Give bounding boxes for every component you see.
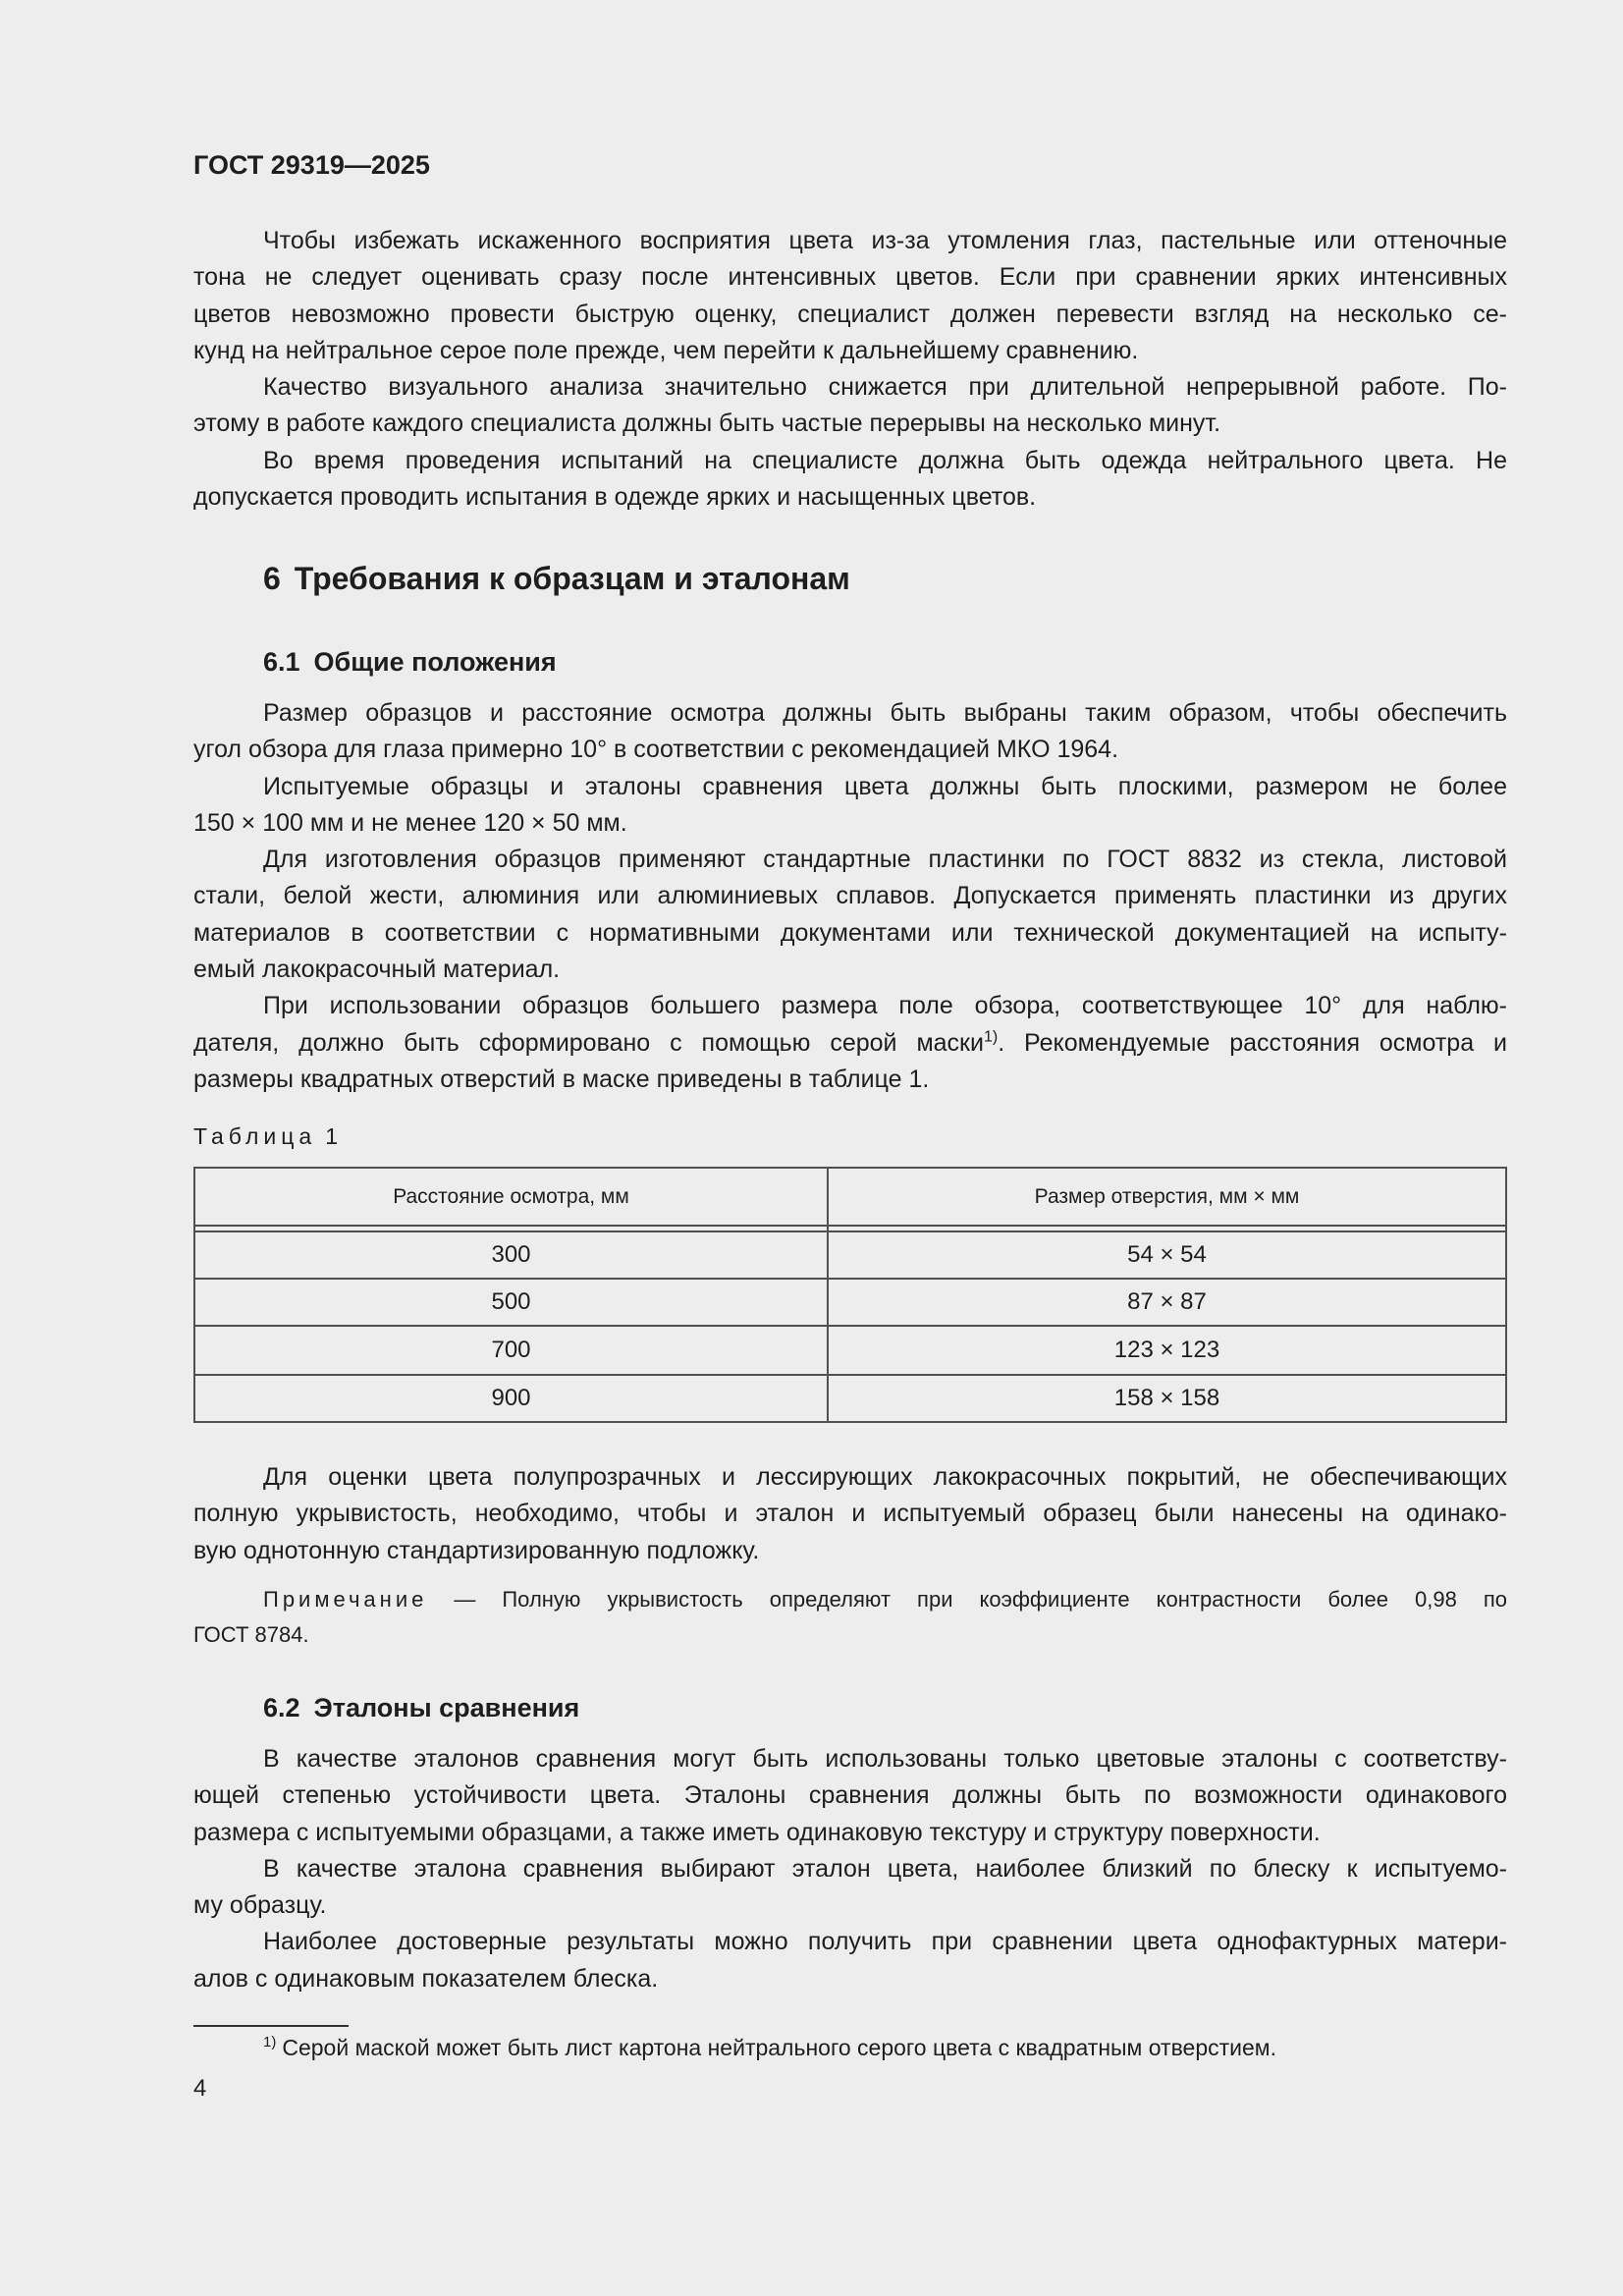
table-row: [195, 1232, 1505, 1280]
table-row: [195, 1376, 1505, 1421]
paragraph-line: В качестве эталона сравнения выбирают эталон цвета, наиболее близкий по блеску к испытуемо-: [263, 1854, 1507, 1883]
section-number: 6: [263, 561, 281, 596]
note-line: [263, 1582, 1507, 1617]
paragraph: [193, 1851, 1507, 1925]
paragraph-line: емый лакокрасочный материал.: [193, 956, 561, 984]
paragraph-line: кунд на нейтральное серое поле прежде, чем перейти к дальнейшему сравнению.: [193, 336, 1139, 364]
section-body: [193, 1741, 1507, 1997]
line-text: . Рекомендуемые расстояния осмотра и: [998, 1028, 1507, 1057]
footnote-mark: 1): [263, 2034, 277, 2051]
paragraph: [193, 223, 1507, 369]
note-label: Примечание: [263, 1587, 428, 1612]
paragraph: [193, 369, 1507, 443]
note-line: ГОСТ 8784.: [193, 1622, 309, 1647]
subsection-number: 6.1: [263, 647, 300, 677]
paragraph-line: полную укрывистость, необходимо, чтобы и эталон и испытуемый образец были нанесены на одинако-: [193, 1500, 1507, 1528]
paragraph-line: вую однотонную стандартизированную подложку.: [193, 1536, 760, 1564]
paragraph: [193, 695, 1507, 769]
table-cell: 500: [491, 1288, 531, 1315]
table-caption-label: Таблица: [193, 1123, 317, 1149]
paragraph: [193, 1741, 1507, 1851]
table-header-row: [195, 1169, 1505, 1227]
document-id: ГОСТ 29319—2025: [193, 150, 430, 180]
footnote-reference: 1): [983, 1028, 999, 1046]
paragraph-line: Наиболее достоверные результаты можно получить при сравнении цвета однофактурных матери-: [263, 1928, 1507, 1956]
paragraph-line: угол обзора для глаза примерно 10° в соответствии с рекомендацией МКО 1964.: [193, 736, 1119, 764]
footnote-rule: [193, 2025, 349, 2027]
table-row: [195, 1280, 1505, 1327]
footnote: [263, 2034, 1276, 2061]
paragraph-line: [193, 1025, 1507, 1062]
section-heading: [263, 560, 850, 597]
table-header-cell: Расстояние осмотра, мм: [393, 1184, 629, 1208]
paragraph-line: Испытуемые образцы и эталоны сравнения цвета должны быть плоскими, размером не более: [263, 772, 1507, 800]
table-cell: 123 × 123: [1113, 1337, 1220, 1363]
table-caption-number: 1: [325, 1123, 338, 1149]
note-text: — Полную укрывистость определяют при коэффициенте контрастности более 0,98 по: [454, 1587, 1507, 1612]
page-number: 4: [193, 2075, 207, 2102]
paragraph: [193, 769, 1507, 843]
paragraph-line: Чтобы избежать искаженного восприятия цвета из-за утомления глаз, пастельные или оттеночные: [263, 227, 1507, 254]
paragraph-line: цветов невозможно провести быструю оценку, специалист должен перевести взгляд на несколько се-: [193, 300, 1507, 328]
intro-text: [193, 223, 1507, 516]
paragraph-line: этому в работе каждого специалиста должны быть частые перерывы на несколько минут.: [193, 410, 1221, 438]
paragraph-line: алов с одинаковым показателем блеска.: [193, 1964, 659, 1993]
table-row: [195, 1327, 1505, 1376]
paragraph-line: Для оценки цвета полупрозрачных и лессирующих лакокрасочных покрытий, не обеспечивающих: [263, 1463, 1507, 1491]
table: [193, 1167, 1507, 1423]
subsection-number: 6.2: [263, 1693, 300, 1722]
paragraph-line: тона не следует оценивать сразу после интенсивных цветов. Если при сравнении ярких интенсивных: [193, 263, 1507, 292]
paragraph-line: му образцу.: [193, 1891, 327, 1920]
paragraph: [193, 988, 1507, 1098]
paragraph: [193, 443, 1507, 517]
table-cell: 87 × 87: [1127, 1288, 1207, 1315]
subsection-title: Эталоны сравнения: [313, 1693, 580, 1722]
paragraph-line: Для изготовления образцов применяют стандартные пластинки по ГОСТ 8832 из стекла, листовой: [263, 846, 1507, 874]
table-cell: 158 × 158: [1113, 1385, 1220, 1411]
paragraph-line: размера с испытуемыми образцами, а также иметь одинаковую текстуру и структуру поверхности.: [193, 1818, 1321, 1846]
footnote-text: Серой маской может быть лист картона нейтрального серого цвета с квадратным отверстием.: [282, 2035, 1276, 2060]
table-cell: 300: [491, 1241, 531, 1268]
paragraph-line: Во время проведения испытаний на специалисте должна быть одежда нейтрального цвета. Не: [263, 446, 1507, 474]
paragraph-line: В качестве эталонов сравнения могут быть использованы только цветовые эталоны с соответству-: [263, 1745, 1507, 1773]
table-caption: [193, 1121, 338, 1151]
paragraph: [193, 842, 1507, 988]
note: [193, 1582, 1507, 1653]
paragraph: [193, 1459, 1507, 1569]
paragraph-line: ющей степенью устойчивости цвета. Эталоны сравнения должны быть по возможности одинакового: [193, 1781, 1507, 1810]
paragraph-line: допускается проводить испытания в одежде ярких и насыщенных цветов.: [193, 483, 1037, 512]
subsection-title: Общие положения: [313, 647, 557, 677]
line-text: дателя, должно быть сформировано с помощью серой маски: [193, 1028, 984, 1057]
subsection-heading: [263, 1690, 579, 1725]
subsection-heading: [263, 644, 557, 680]
section-body: [193, 695, 1507, 1098]
table-cell: 700: [491, 1337, 531, 1363]
table-cell: 54 × 54: [1127, 1241, 1207, 1268]
paragraph-line: 150 × 100 мм и не менее 120 × 50 мм.: [193, 808, 627, 837]
paragraph-line: При использовании образцов большего размера поле обзора, соответствующее 10° для наблю-: [263, 992, 1507, 1020]
paragraph-line: Качество визуального анализа значительно снижается при длительной непрерывной работе. По-: [263, 373, 1507, 402]
table-header-cell: Размер отверстия, мм × мм: [1034, 1184, 1300, 1208]
paragraph-line: материалов в соответствии с нормативными документами или технической документацией на испыту-: [193, 918, 1507, 947]
table-column-divider: [827, 1169, 829, 1421]
section-body: [193, 1459, 1507, 1569]
paragraph-line: стали, белой жести, алюминия или алюминиевых сплавов. Допускается применять пластинки из других: [193, 882, 1507, 910]
paragraph-line: Размер образцов и расстояние осмотра должны быть выбраны таким образом, чтобы обеспечить: [263, 699, 1507, 727]
paragraph-line: размеры квадратных отверстий в маске приведены в таблице 1.: [193, 1065, 930, 1093]
table-cell: 900: [491, 1385, 531, 1411]
section-title: Требования к образцам и эталонам: [294, 561, 850, 596]
paragraph: [193, 1924, 1507, 1997]
